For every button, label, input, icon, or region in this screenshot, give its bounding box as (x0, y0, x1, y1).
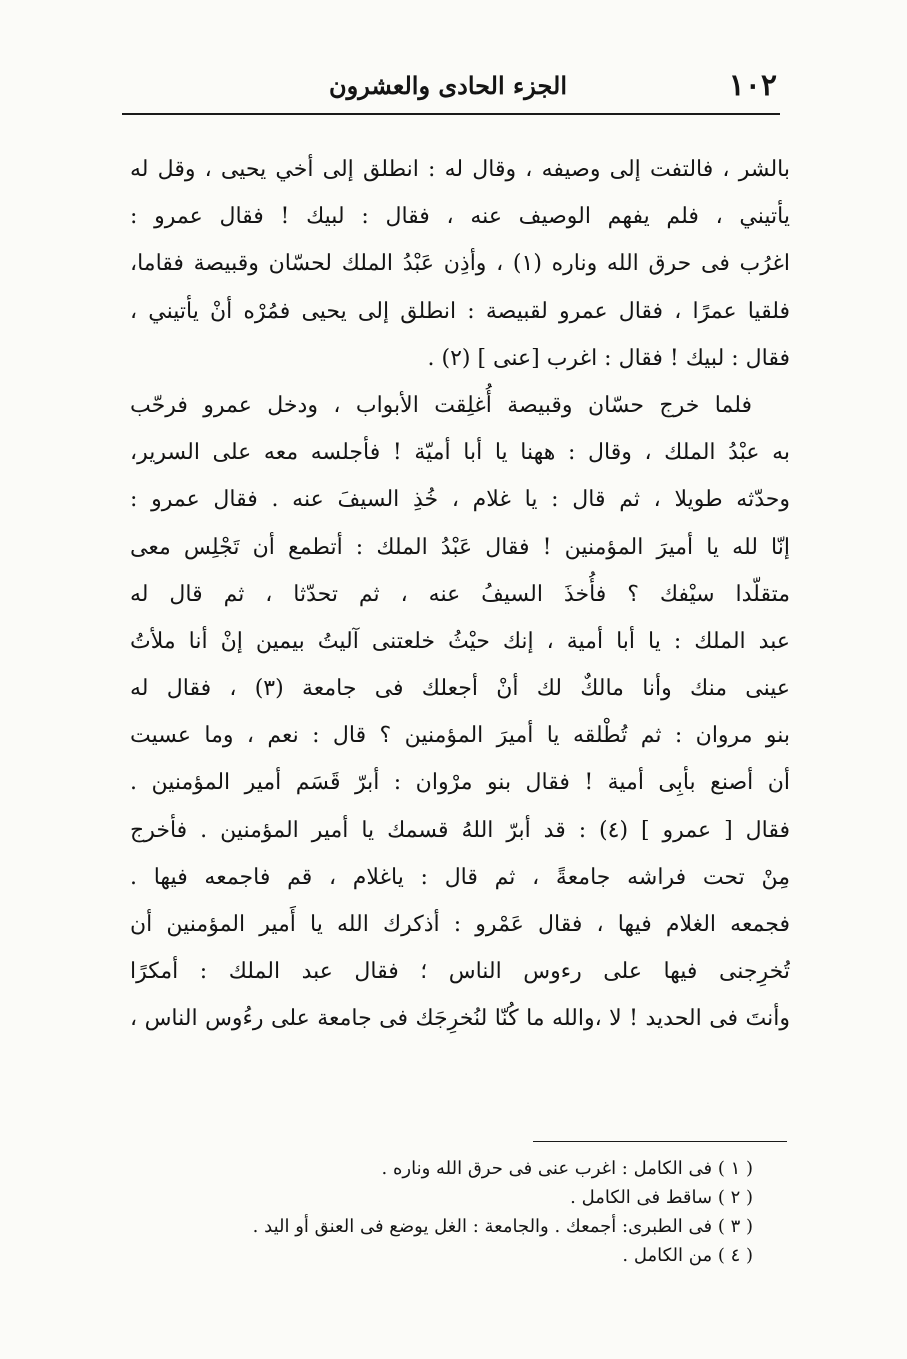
text-line: عبد الملك : يا أبا أمية ، إنك حيْثُ خلعتنى آليتُ بيمين إنْ أنا ملأتُ (130, 628, 790, 654)
text-line: بنو مروان : ثم تُطْلقه يا أميرَ المؤمنين ؟ قال : نعم ، وما عسيت (130, 723, 790, 749)
page-number: ١٠٢ (728, 68, 777, 103)
text-line: مِنْ تحت فراشه جامعةً ، ثم قال : ياغلام ، قم فاجمعه فيها . (130, 864, 790, 890)
text-line: يأتيني ، فلم يفهم الوصيف عنه ، فقال : لبيك ! فقال عمرو : (130, 204, 790, 230)
text-line: متقلّدا سيْفك ؟ فأُخذَ السيفُ عنه ، ثم تحدّثا ، ثم قال له (130, 581, 790, 607)
text-line: بالشر ، فالتفت إلى وصيفه ، وقال له : انطلق إلى أخي يحيى ، وقل له (130, 157, 790, 182)
text-line: اغرُب فى حرق الله وناره (١) ، وأذِن عَبْدُ الملك لحسّان وقبيصة فقاما، (130, 251, 790, 277)
footnote: ( ٤ ) من الكامل . (622, 1245, 753, 1266)
text-line: فلما خرج حسّان وقبيصة أُغلِقت الأبواب ، ودخل عمرو فرحّب (130, 392, 752, 418)
text-line: إنّا لله يا أميرَ المؤمنين ! فقال عَبْدُ الملك : أتطمع أن تَجْلِس معى (130, 534, 790, 560)
body-text (130, 146, 790, 1043)
text-line: تُخرِجنى فيها على رءوس الناس ؛ فقال عبد الملك : أمكرًا (130, 959, 790, 985)
footnote: ( ٣ ) فى الطبرى: أجمعك . والجامعة : الغل يوضع فى العنق أو اليد . (252, 1216, 753, 1237)
footnote: ( ٢ ) ساقط فى الكامل . (570, 1187, 753, 1208)
page-header (122, 66, 777, 106)
text-line: وأنتَ فى الحديد ! لا ،والله ما كُنّا لنُخرِجَك فى جامعة على رءُوس الناس ، (130, 1006, 790, 1032)
footnotes (173, 1154, 753, 1270)
text-line: أن أصنع بأبِى أمية ! فقال بنو مرْوان : أبرّ قَسَم أمير المؤمنين . (130, 770, 790, 796)
footnote: ( ١ ) فى الكامل : اغرب عنى فى حرق الله وناره . (381, 1158, 753, 1179)
text-line: فقال : لبيك ! فقال : اغرب [عنى ] (٢) . (427, 345, 790, 371)
text-line: فقال [ عمرو ] (٤) : قد أبرّ اللهُ قسمك يا أمير المؤمنين . فأخرج (130, 817, 790, 843)
text-line: عينى منك وأنا مالكٌ لك أنْ أجعلك فى جامعة (٣) ، فقال له (130, 676, 790, 702)
text-line: فجمعه الغلام فيها ، فقال عَمْرو : أذكرك الله يا أَمير المؤمنين أن (130, 912, 790, 937)
text-line: فلقيا عمرًا ، فقال عمرو لقبيصة : انطلق إلى يحيى فمُرْه أنْ يأتيني ، (130, 298, 790, 324)
footnote-rule (533, 1141, 787, 1142)
header-rule (122, 113, 780, 115)
text-line: وحدّثه طويلا ، ثم قال : يا غلام ، خُذِ السيفَ عنه . فقال عمرو : (130, 487, 790, 513)
text-line: به عبْدُ الملك ، وقال : ههنا يا أبا أميّة ! فأجلسه معه على السرير، (130, 440, 790, 466)
running-title: الجزء الحادى والعشرون (329, 71, 567, 100)
